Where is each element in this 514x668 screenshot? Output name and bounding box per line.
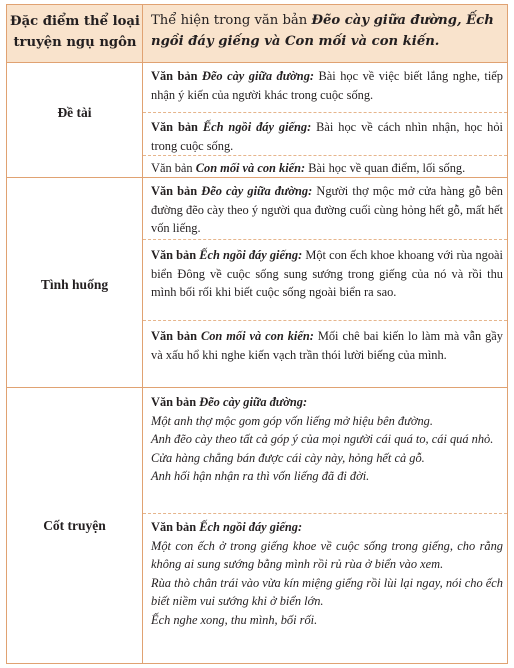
row-label-plot: Cốt truyện — [43, 518, 106, 533]
comparison-table — [6, 4, 508, 664]
topic-item: Văn bản Con mối và con kiến: Bài học về quan điểm, lối sống. — [151, 161, 466, 175]
cell-divider — [143, 320, 507, 321]
cell-divider — [143, 112, 507, 113]
cell-divider — [143, 513, 507, 514]
topic-item: Văn bản Ếch ngồi đáy giếng: Bài học về cách nhìn nhận, học hỏi trong cuộc sống. — [151, 120, 503, 153]
row-label-topic: Đề tài — [57, 105, 92, 120]
situation-item: Văn bản Ếch ngồi đáy giếng: Một con ếch khoe khoang với rùa ngoài biển Đông về cuộc sống sung sướng trong giếng của nó và rồi thu mình bối rối khi biết cuộc sống ngoài biển ra sao. — [151, 248, 503, 299]
header-feature: Đặc điểm thể loại truyện ngụ ngôn — [10, 14, 140, 50]
column-divider — [142, 5, 143, 663]
plot-item: Văn bản Ếch ngồi đáy giếng: Một con ếch ở trong giếng khoe về cuộc sống trong giếng, cho rằng không ai sung sướng bằng mình rồi rủ rùa ở biển vào xem. Rùa thò chân trái vào vừa kín miệng giếng rồi lùi lại ngay, nói cho ếch biết niềm vui sướng khi ở biển lớn. Ếch nghe xong, thu mình, bối rối. — [151, 520, 503, 627]
cell-divider — [143, 155, 507, 156]
row-label-situation: Tình huống — [40, 277, 109, 292]
header-texts: Thể hiện trong văn bản Đẽo cày giữa đường, Ếch ngồi đáy giếng và Con mối và con kiến. — [151, 13, 494, 49]
cell-divider — [143, 239, 507, 240]
topic-item: Văn bản Đẽo cày giữa đường: Bài học về việc biết lắng nghe, tiếp nhận ý kiến của người khác trong cuộc sống. — [151, 69, 503, 102]
row-divider — [7, 387, 507, 388]
situation-item: Văn bản Con mối và con kiến: Mối chê bai kiến lo làm mà vẫn gầy và xấu hổ khi nghe kiến vạch trần thói lười biếng của mình. — [151, 329, 503, 362]
plot-item: Văn bản Đẽo cày giữa đường: Một anh thợ mộc gom góp vốn liếng mở hiệu bên đường. Anh đẽo cày theo tất cả góp ý của mọi người cái quá to, cái quá nhỏ. Cửa hàng chẳng bán được cái cày này, hỏng hết cả gỗ. Anh hối hận nhận ra thì vốn liếng đã đi đời. — [151, 395, 494, 483]
situation-item: Văn bản Đẽo cày giữa đường: Người thợ mộc mở cửa hàng gỗ bên đường đẽo cày theo ý người qua đường cuối cùng hỏng hết gỗ, mất hết vốn liếng. — [151, 184, 503, 235]
